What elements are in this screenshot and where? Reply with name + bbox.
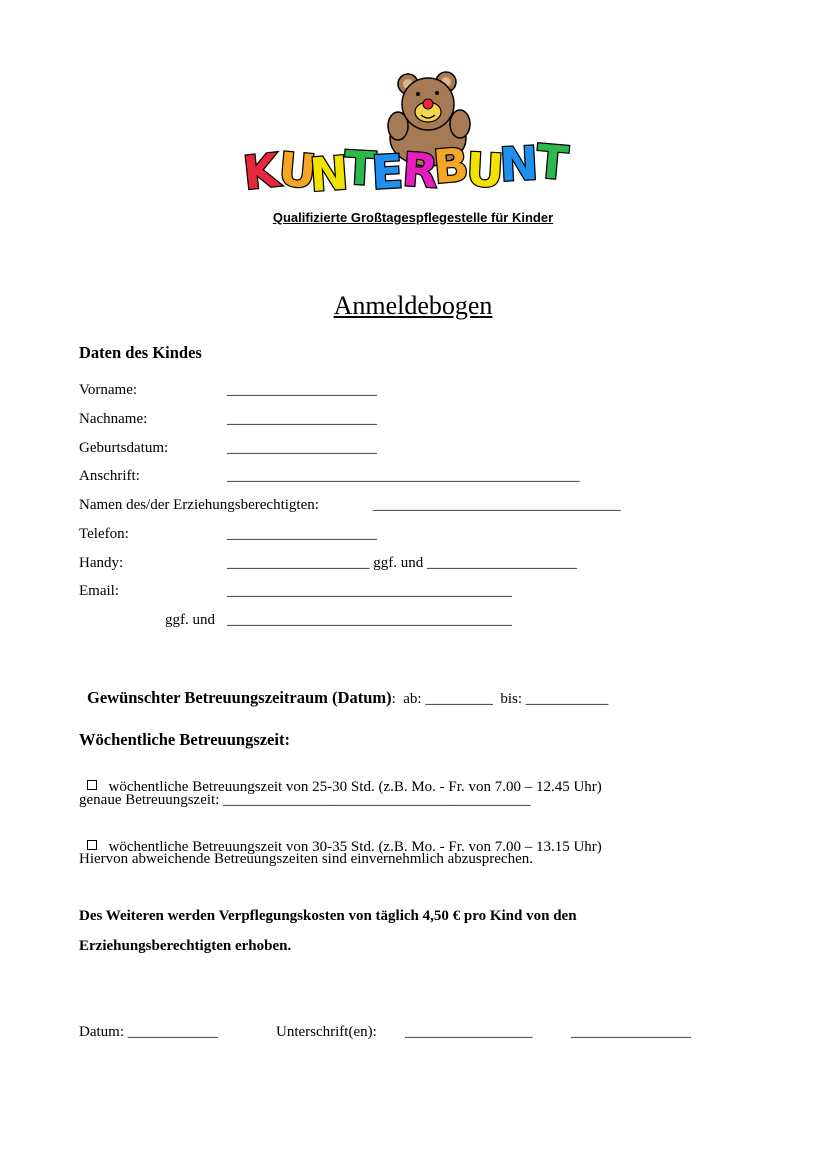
kunterbunt-logo bbox=[238, 68, 593, 203]
field-anschrift[interactable]: _______________________________________________ bbox=[227, 468, 580, 484]
field-email-alt[interactable]: ______________________________________ bbox=[227, 612, 512, 628]
label-email-alt: ggf. und bbox=[165, 612, 215, 628]
svg-text:R: R bbox=[400, 142, 440, 199]
label-anschrift: Anschrift: bbox=[79, 468, 140, 484]
option-25-30-label: wöchentliche Betreuungszeit von 25-30 Std. (z.B. Mo. - Fr. von 7.00 – 12.45 Uhr) bbox=[108, 779, 602, 795]
field-signature-1[interactable]: _________________ bbox=[405, 1024, 533, 1040]
section-heading-kind: Daten des Kindes bbox=[79, 343, 202, 362]
field-nachname[interactable]: ____________________ bbox=[227, 411, 377, 427]
checkbox-25-30[interactable] bbox=[87, 780, 97, 790]
svg-text:E: E bbox=[370, 144, 405, 200]
label-telefon: Telefon: bbox=[79, 526, 129, 542]
section-heading-woche: Wöchentliche Betreuungszeit: bbox=[79, 730, 290, 749]
logo-subtitle: Qualifizierte Großtagespflegestelle für Kinder bbox=[272, 210, 554, 225]
field-signature-2[interactable]: ________________ bbox=[571, 1024, 691, 1040]
label-vorname: Vorname: bbox=[79, 382, 138, 398]
svg-text:N: N bbox=[307, 145, 351, 203]
field-zeitraum[interactable]: : ab: _________ bis: ___________ bbox=[391, 691, 609, 707]
option-25-30[interactable] bbox=[79, 762, 602, 796]
field-email[interactable]: ______________________________________ bbox=[227, 583, 512, 599]
zeitraum-line bbox=[79, 670, 608, 708]
field-telefon[interactable]: ____________________ bbox=[227, 526, 377, 542]
svg-text:N: N bbox=[498, 135, 540, 192]
verpflegung-line-1: Des Weiteren werden Verpflegungskosten von täglich 4,50 € pro Kind von den bbox=[79, 908, 577, 924]
label-email: Email: bbox=[79, 583, 119, 599]
field-geburtsdatum[interactable]: ____________________ bbox=[227, 440, 377, 456]
option-30-35-label: wöchentliche Betreuungszeit von 30-35 Std. (z.B. Mo. - Fr. von 7.00 – 13.15 Uhr) bbox=[108, 839, 602, 855]
field-genaue-zeit[interactable]: genaue Betreuungszeit: _________________________________________ bbox=[79, 792, 531, 808]
checkbox-30-35[interactable] bbox=[87, 840, 97, 850]
field-erziehungsberechtigte[interactable]: _________________________________ bbox=[373, 497, 621, 513]
label-handy: Handy: bbox=[79, 555, 124, 571]
svg-text:K: K bbox=[240, 142, 282, 201]
field-handy[interactable]: ___________________ ggf. und ____________________ bbox=[227, 555, 577, 571]
field-vorname[interactable]: ____________________ bbox=[227, 382, 377, 398]
svg-text:T: T bbox=[534, 133, 571, 191]
svg-text:U: U bbox=[276, 141, 319, 199]
page-title: Anmeldebogen bbox=[333, 291, 493, 320]
label-unterschrift: Unterschrift(en): bbox=[276, 1024, 377, 1040]
verpflegung-line-2: Erziehungsberechtigten erhoben. bbox=[79, 938, 292, 954]
hinweis-text: Hiervon abweichende Betreuungszeiten sind einvernehmlich abzusprechen. bbox=[79, 851, 533, 867]
svg-text:B: B bbox=[431, 137, 471, 195]
section-heading-zeitraum: Gewünschter Betreuungszeitraum (Datum) bbox=[87, 688, 392, 707]
label-nachname: Nachname: bbox=[79, 411, 148, 427]
svg-text:T: T bbox=[343, 140, 378, 196]
label-geburtsdatum: Geburtsdatum: bbox=[79, 440, 169, 456]
label-erziehungsberechtigte: Namen des/der Erziehungsberechtigten: bbox=[79, 497, 319, 513]
svg-text:U: U bbox=[464, 142, 506, 199]
field-datum[interactable]: Datum: ____________ bbox=[79, 1024, 218, 1040]
